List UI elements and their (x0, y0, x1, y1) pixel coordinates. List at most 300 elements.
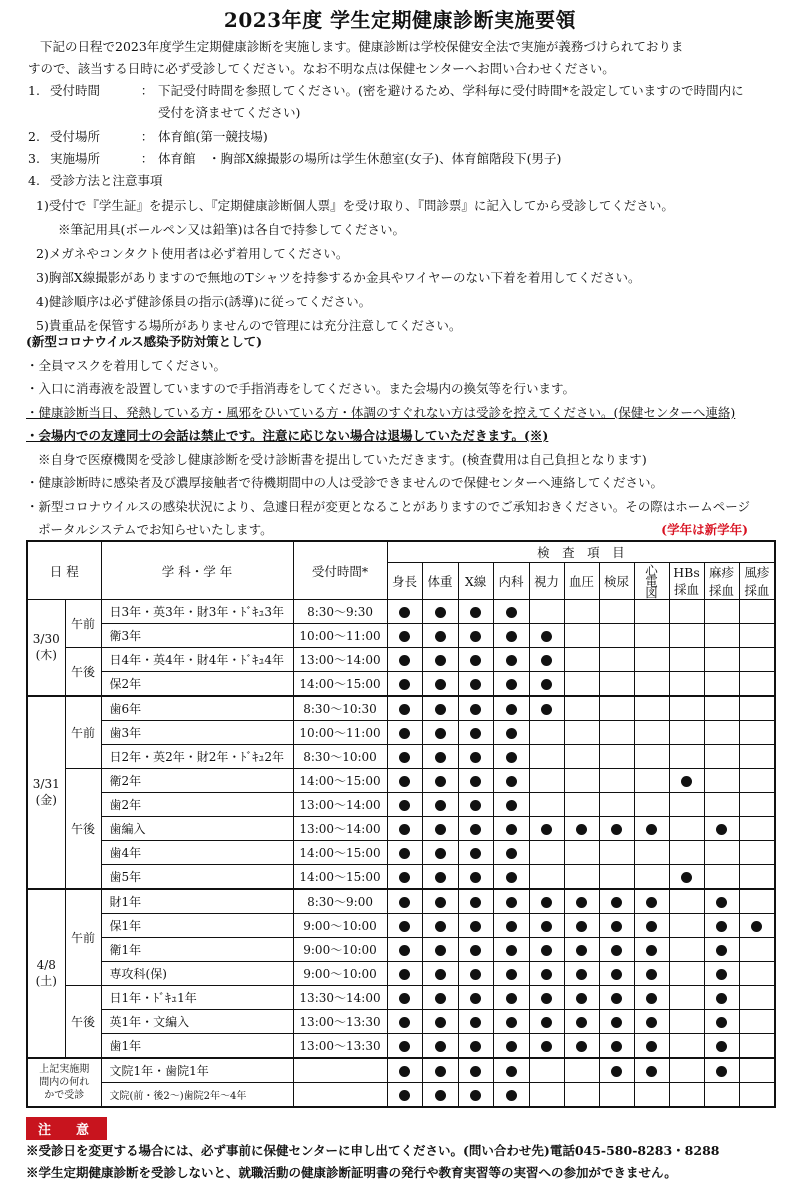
check-dot (506, 1017, 517, 1028)
check-cell (599, 600, 634, 624)
check-cell (739, 865, 775, 890)
session-cell: 午後 (65, 648, 101, 697)
section-text: 体育館(第一競技場) (158, 129, 268, 144)
check-cell (634, 962, 669, 986)
check-cell (493, 721, 529, 745)
check-cell (529, 962, 564, 986)
check-cell (493, 648, 529, 672)
time-cell: 14:00～15:00 (293, 865, 387, 890)
check-dot (751, 921, 762, 932)
section-label: 受付場所 (50, 129, 101, 144)
check-cell (387, 841, 422, 865)
check-cell (599, 721, 634, 745)
time-cell: 9:00～10:00 (293, 938, 387, 962)
dept-cell: 衛2年 (101, 769, 293, 793)
check-cell (529, 865, 564, 890)
time-cell: 13:00～13:30 (293, 1034, 387, 1059)
step-item: 2)メガネやコンタクト使用者は必ず着用してください。 (36, 246, 349, 261)
check-cell (422, 769, 458, 793)
check-cell (634, 600, 669, 624)
check-cell (669, 938, 704, 962)
table-row (27, 793, 775, 817)
check-cell (634, 841, 669, 865)
check-dot (716, 1017, 727, 1028)
check-dot (399, 848, 410, 859)
session-cell: 午後 (65, 986, 101, 1059)
check-cell (564, 696, 599, 721)
check-dot (470, 776, 481, 787)
check-cell (739, 1010, 775, 1034)
time-cell: 8:30～9:00 (293, 889, 387, 914)
check-cell (387, 1034, 422, 1059)
check-dot (611, 1041, 622, 1052)
dept-cell: 専攻科(保) (101, 962, 293, 986)
check-dot (399, 993, 410, 1004)
dept-cell: 文院(前・後2～)歯院2年～4年 (101, 1083, 293, 1108)
intro-line: 下記の日程で2023年度学生定期健康診断を実施します。健康診断は学校保健安全法で実施が義務づけられておりま (40, 39, 684, 54)
check-dot (646, 824, 657, 835)
section-text: 受付を済ませてください) (158, 105, 301, 120)
header-item-label: X線 (464, 574, 487, 589)
check-cell (564, 624, 599, 648)
check-cell (634, 648, 669, 672)
header-item-5 (564, 563, 599, 600)
check-cell (564, 914, 599, 938)
date-cell (27, 696, 65, 889)
check-cell (669, 793, 704, 817)
check-dot (399, 1041, 410, 1052)
check-cell (458, 865, 493, 890)
section-text: 体育館 ・胸部X線撮影の場所は学生休憩室(女子)、体育館階段下(男子) (158, 151, 562, 166)
check-dot (541, 897, 552, 908)
check-dot (541, 921, 552, 932)
check-dot (716, 824, 727, 835)
check-cell (387, 696, 422, 721)
check-cell (704, 1083, 739, 1108)
check-dot (435, 921, 446, 932)
check-cell (704, 841, 739, 865)
corona-note: ※自身で医療機関を受診し健康診断を受け診断書を提出していただきます。(検査費用は自己負担となります) (38, 451, 647, 467)
check-cell (739, 696, 775, 721)
corona-item: ・会場内での友達同士の会話は禁止です。注意に応じない場合は退場していただきます。(※) (26, 428, 549, 443)
check-cell (422, 648, 458, 672)
check-cell (634, 1034, 669, 1059)
check-cell (493, 889, 529, 914)
dept-cell: 日1年・ﾄﾞｷｭ1年 (101, 986, 293, 1010)
header-item-4 (529, 563, 564, 600)
check-dot (435, 679, 446, 690)
dept-cell: 歯5年 (101, 865, 293, 890)
check-dot (576, 993, 587, 1004)
check-cell (564, 938, 599, 962)
check-cell (564, 769, 599, 793)
check-cell (564, 672, 599, 697)
check-cell (387, 793, 422, 817)
check-cell (634, 696, 669, 721)
time-cell (293, 1083, 387, 1108)
step-item: 4)健診順序は必ず健診係員の指示(誘導)に従ってください。 (36, 294, 372, 309)
check-cell (739, 938, 775, 962)
header-item-6 (599, 563, 634, 600)
check-cell (739, 624, 775, 648)
check-dot (399, 631, 410, 642)
check-cell (599, 1058, 634, 1083)
header-dept: 学 科・学 年 (101, 541, 293, 600)
check-dot (611, 969, 622, 980)
check-cell (529, 889, 564, 914)
header-item-3 (493, 563, 529, 600)
check-cell (669, 721, 704, 745)
check-cell (387, 962, 422, 986)
table-row (27, 986, 775, 1010)
check-cell (564, 986, 599, 1010)
check-cell (493, 1083, 529, 1108)
check-cell (739, 672, 775, 697)
check-cell (422, 1058, 458, 1083)
check-cell (634, 769, 669, 793)
section-number: 4. (28, 173, 40, 188)
dept-cell: 歯2年 (101, 793, 293, 817)
header-items: 検 査 項 目 (387, 541, 775, 563)
check-dot (541, 704, 552, 715)
check-dot (506, 607, 517, 618)
dept-cell: 衛3年 (101, 624, 293, 648)
time-cell: 13:00～14:00 (293, 793, 387, 817)
check-cell (529, 1058, 564, 1083)
check-cell (634, 889, 669, 914)
corona-item: ・入口に消毒液を設置していますので手指消毒をしてください。また会場内の換気等を行います。 (26, 381, 576, 396)
check-dot (541, 655, 552, 666)
check-dot (435, 872, 446, 883)
check-cell (704, 865, 739, 890)
check-cell (739, 962, 775, 986)
check-cell (529, 696, 564, 721)
check-cell (493, 600, 529, 624)
table-row (27, 624, 775, 648)
check-dot (646, 1066, 657, 1077)
dept-cell: 日3年・英3年・財3年・ﾄﾞｷｭ3年 (101, 600, 293, 624)
check-dot (716, 1066, 727, 1077)
check-cell (422, 721, 458, 745)
header-item-label: 図 (645, 584, 658, 600)
corona-item: ・新型コロナウイルスの感染状況により、急遽日程が変更となることがありますのでご承知おきください。その際はホームページ (26, 498, 751, 514)
table-row (27, 672, 775, 697)
check-dot (646, 1017, 657, 1028)
check-dot (399, 1066, 410, 1077)
check-cell (529, 793, 564, 817)
check-dot (576, 897, 587, 908)
check-cell (634, 938, 669, 962)
check-cell (387, 745, 422, 769)
check-cell (564, 1034, 599, 1059)
time-cell: 8:30～10:00 (293, 745, 387, 769)
check-dot (470, 1017, 481, 1028)
time-cell: 10:00～11:00 (293, 721, 387, 745)
check-cell (739, 648, 775, 672)
check-cell (669, 648, 704, 672)
check-dot (470, 655, 481, 666)
check-dot (646, 969, 657, 980)
check-cell (422, 841, 458, 865)
time-cell: 13:00～14:00 (293, 648, 387, 672)
check-dot (576, 921, 587, 932)
table-header-row (27, 541, 775, 563)
check-cell (458, 841, 493, 865)
check-cell (564, 817, 599, 841)
dept-cell: 歯編入 (101, 817, 293, 841)
step-item: 5)貴重品を保管する場所がありませんので管理には充分注意してください。 (36, 318, 462, 333)
check-cell (634, 672, 669, 697)
table-row (27, 817, 775, 841)
check-cell (422, 1034, 458, 1059)
check-dot (506, 655, 517, 666)
check-cell (422, 986, 458, 1010)
session-cell: 午前 (65, 696, 101, 769)
check-cell (704, 696, 739, 721)
section-number: 2. (28, 129, 40, 144)
check-cell (529, 986, 564, 1010)
check-cell (669, 745, 704, 769)
check-dot (506, 921, 517, 932)
check-cell (458, 624, 493, 648)
corona-item: ・全員マスクを着用してください。 (26, 357, 227, 373)
check-dot (470, 607, 481, 618)
check-cell (422, 865, 458, 890)
check-cell (669, 962, 704, 986)
check-dot (506, 631, 517, 642)
other-period-label: 上記実施期 (39, 1064, 90, 1075)
check-cell (458, 986, 493, 1010)
check-cell (739, 889, 775, 914)
intro-text (28, 36, 778, 80)
check-dot (506, 848, 517, 859)
time-cell: 14:00～15:00 (293, 841, 387, 865)
check-dot (399, 1090, 410, 1101)
check-cell (739, 817, 775, 841)
check-cell (458, 817, 493, 841)
weekday-label: (土) (35, 974, 57, 988)
section-separator: ： (140, 151, 154, 166)
session-cell: 午前 (65, 889, 101, 986)
check-dot (435, 897, 446, 908)
table-row (27, 841, 775, 865)
check-dot (716, 897, 727, 908)
check-cell (458, 769, 493, 793)
check-cell (669, 769, 704, 793)
check-dot (506, 679, 517, 690)
table-row (27, 648, 775, 672)
check-dot (611, 1017, 622, 1028)
check-dot (541, 945, 552, 956)
check-cell (599, 648, 634, 672)
check-dot (506, 728, 517, 739)
table-row (27, 1083, 775, 1108)
check-dot (470, 848, 481, 859)
check-cell (529, 914, 564, 938)
check-cell (387, 721, 422, 745)
check-cell (422, 793, 458, 817)
other-period-label: 間内の何れ (39, 1077, 90, 1088)
check-cell (458, 1083, 493, 1108)
header-item-label: 心 (645, 562, 658, 578)
check-cell (704, 793, 739, 817)
section-4 (28, 170, 778, 192)
check-dot (435, 776, 446, 787)
check-dot (470, 1090, 481, 1101)
date-cell (27, 889, 65, 1058)
check-cell (493, 793, 529, 817)
check-cell (387, 986, 422, 1010)
check-dot (611, 824, 622, 835)
check-cell (599, 745, 634, 769)
session-cell: 午前 (65, 600, 101, 648)
header-time: 受付時間* (293, 541, 387, 600)
time-cell: 13:00～13:30 (293, 1010, 387, 1034)
check-dot (435, 607, 446, 618)
check-cell (529, 769, 564, 793)
check-cell (529, 817, 564, 841)
check-cell (634, 721, 669, 745)
check-dot (541, 969, 552, 980)
check-dot (506, 969, 517, 980)
header-item-label: 検尿 (604, 574, 630, 589)
dept-cell: 日2年・英2年・財2年・ﾄﾞｷｭ2年 (101, 745, 293, 769)
check-dot (399, 969, 410, 980)
check-cell (529, 938, 564, 962)
date-label: 3/31 (32, 777, 60, 791)
check-cell (599, 914, 634, 938)
check-cell (704, 745, 739, 769)
check-cell (634, 865, 669, 890)
check-dot (611, 1066, 622, 1077)
check-dot (399, 655, 410, 666)
check-cell (704, 672, 739, 697)
check-dot (399, 872, 410, 883)
table-row (27, 962, 775, 986)
check-cell (458, 696, 493, 721)
check-dot (716, 993, 727, 1004)
section-number: 3. (28, 151, 40, 166)
check-dot (541, 631, 552, 642)
check-cell (529, 1034, 564, 1059)
table-row (27, 600, 775, 624)
check-cell (387, 914, 422, 938)
check-cell (458, 648, 493, 672)
header-item-label: 血圧 (569, 574, 595, 589)
check-cell (669, 889, 704, 914)
check-cell (387, 865, 422, 890)
table-row (27, 1034, 775, 1059)
check-cell (458, 721, 493, 745)
time-cell (293, 1058, 387, 1083)
check-cell (739, 841, 775, 865)
header-item-label: 風疹 (744, 565, 770, 580)
section-separator: ： (140, 83, 154, 98)
check-cell (739, 1083, 775, 1108)
check-cell (704, 600, 739, 624)
table-row (27, 721, 775, 745)
check-dot (646, 945, 657, 956)
check-cell (564, 865, 599, 890)
page-title: 2023年度 学生定期健康診断実施要領 (223, 8, 577, 32)
check-cell (669, 600, 704, 624)
check-dot (646, 993, 657, 1004)
table-row (27, 1010, 775, 1034)
check-dot (541, 993, 552, 1004)
check-cell (634, 817, 669, 841)
check-cell (704, 817, 739, 841)
check-cell (422, 914, 458, 938)
table-row (27, 865, 775, 890)
check-dot (506, 897, 517, 908)
check-cell (564, 962, 599, 986)
check-cell (493, 624, 529, 648)
check-cell (529, 672, 564, 697)
check-cell (493, 817, 529, 841)
check-dot (435, 1066, 446, 1077)
check-cell (564, 889, 599, 914)
check-dot (506, 1041, 517, 1052)
check-cell (669, 624, 704, 648)
check-cell (422, 889, 458, 914)
other-period-label: かで受診 (44, 1090, 85, 1101)
check-cell (564, 1010, 599, 1034)
check-cell (739, 600, 775, 624)
check-cell (704, 624, 739, 648)
check-dot (646, 921, 657, 932)
check-cell (599, 986, 634, 1010)
check-cell (458, 672, 493, 697)
check-dot (435, 824, 446, 835)
check-cell (564, 648, 599, 672)
date-cell (27, 600, 65, 697)
other-period-cell (27, 1058, 101, 1107)
check-dot (716, 945, 727, 956)
check-cell (387, 938, 422, 962)
check-cell (493, 865, 529, 890)
check-cell (387, 769, 422, 793)
weekday-label: (金) (35, 793, 57, 807)
check-cell (669, 1058, 704, 1083)
check-dot (399, 679, 410, 690)
time-cell: 13:00～14:00 (293, 817, 387, 841)
grade-note: (学年は新学年) (661, 522, 748, 537)
check-dot (541, 1041, 552, 1052)
schedule-table (26, 540, 776, 1108)
check-cell (669, 841, 704, 865)
check-cell (739, 745, 775, 769)
check-dot (435, 1017, 446, 1028)
section-separator: ： (140, 129, 154, 144)
header-item-label: 採血 (674, 581, 700, 597)
check-dot (399, 945, 410, 956)
time-cell: 8:30～9:30 (293, 600, 387, 624)
check-dot (435, 728, 446, 739)
check-cell (599, 817, 634, 841)
header-item-label: 採血 (744, 583, 770, 598)
check-cell (669, 672, 704, 697)
corona-item: ・健康診断当日、発熱している方・風邪をひいている方・体調のすぐれない方は受診を控えてください。(保健センターへ連絡) (26, 404, 736, 420)
table-row (27, 745, 775, 769)
check-cell (669, 1083, 704, 1108)
check-cell (422, 624, 458, 648)
check-dot (399, 800, 410, 811)
check-dot (506, 800, 517, 811)
time-cell: 14:00～15:00 (293, 672, 387, 697)
check-cell (599, 889, 634, 914)
check-cell (704, 648, 739, 672)
check-cell (739, 769, 775, 793)
